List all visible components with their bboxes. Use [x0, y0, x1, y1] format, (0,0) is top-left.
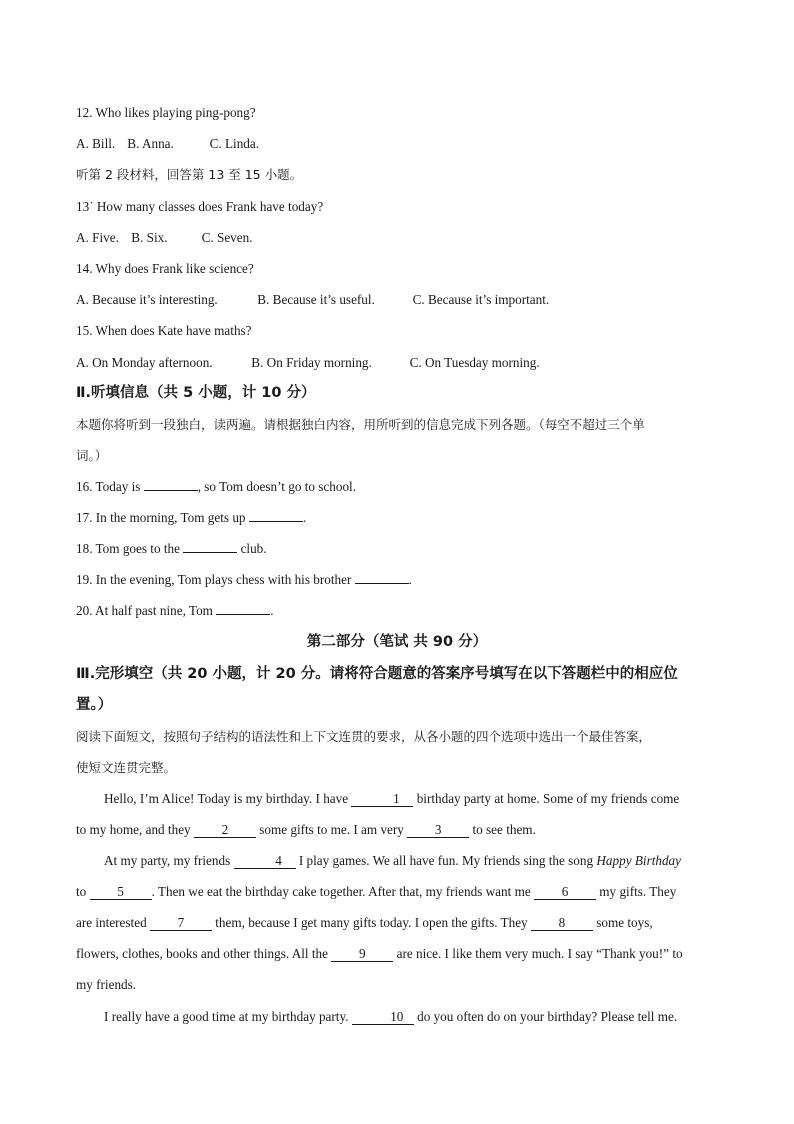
option-a: A. Because it’s interesting. [76, 292, 218, 307]
cloze-blank-5[interactable]: 5 [90, 884, 152, 900]
fill-item-18: 18. Tom goes to the club. [76, 541, 267, 556]
option-c: C. On Tuesday morning. [409, 355, 540, 370]
option-b: B. On Friday morning. [251, 355, 372, 370]
section-2-intro: 听第 2 段材料，回答第 13 至 15 小题。 [76, 167, 303, 182]
cloze-blank-7[interactable]: 7 [150, 915, 212, 931]
answer-blank[interactable] [183, 552, 237, 553]
fill-item-17: 17. In the morning, Tom gets up . [76, 510, 307, 525]
passage-line: At my party, my friends 4 I play games. We all have fun. My friends sing the song Happy Birthday [104, 853, 681, 868]
section-iii-instructions-cont: 使短文连贯完整。 [76, 760, 177, 775]
part-2-title: 第二部分（笔试 共 90 分） [306, 634, 488, 650]
option-c: C. Seven. [201, 230, 253, 245]
option-b: B. Anna. [127, 136, 174, 151]
passage-line: my friends. [76, 977, 137, 992]
option-a: A. On Monday afternoon. [76, 355, 213, 370]
section-iii-heading: Ⅲ.完形填空（共 20 小题，计 20 分。请将符合题意的答案序号填写在以下答题栏中的相应位 [76, 666, 678, 682]
passage-line: to my home, and they 2 some gifts to me. I am very 3 to see them. [76, 822, 536, 837]
section-iii-heading-cont: 置。） [76, 697, 113, 713]
cloze-blank-2[interactable]: 2 [194, 822, 256, 838]
section-ii-instructions: 本题你将听到一段独白，读两遍。请根据独白内容，用所听到的信息完成下列各题。（每空不超过三个单 [76, 417, 645, 432]
passage-line: flowers, clothes, books and other things. All the 9 are nice. I like them very much. I say “Thank you!” to [76, 946, 683, 961]
passage-line: I really have a good time at my birthday party. 10 do you often do on your birthday? Please tell me. [104, 1009, 678, 1024]
question-14: 14. Why does Frank like science? [76, 261, 254, 276]
passage-line: are interested 7 them, because I get many gifts today. I open the gifts. They 8 some toys, [76, 915, 653, 930]
cloze-blank-4[interactable]: 4 [234, 853, 296, 869]
passage-line: to 5 . Then we eat the birthday cake together. After that, my friends want me 6 my gifts. They [76, 884, 677, 899]
question-15-options [76, 354, 718, 372]
question-14-options [76, 291, 718, 309]
option-b: B. Because it’s useful. [257, 292, 375, 307]
cloze-blank-3[interactable]: 3 [407, 822, 469, 838]
option-b: B. Six. [131, 230, 168, 245]
fill-item-16: 16. Today is , so Tom doesn’t go to school. [76, 479, 357, 494]
section-ii-instructions-cont: 词。） [76, 448, 108, 463]
cloze-blank-8[interactable]: 8 [531, 915, 593, 931]
option-c: C. Linda. [209, 136, 260, 151]
answer-blank[interactable] [216, 614, 270, 615]
cloze-blank-6[interactable]: 6 [534, 884, 596, 900]
song-title: Happy Birthday [596, 853, 681, 868]
passage-line: Hello, I’m Alice! Today is my birthday. I have 1 birthday party at home. Some of my friends come [104, 791, 680, 806]
option-a: A. Bill. [76, 136, 116, 151]
cloze-blank-10[interactable]: 10 [352, 1009, 414, 1025]
answer-blank[interactable] [144, 490, 198, 491]
cloze-blank-1[interactable]: 1 [351, 791, 413, 807]
fill-item-20: 20. At half past nine, Tom . [76, 603, 274, 618]
fill-item-19: 19. In the evening, Tom plays chess with his brother . [76, 572, 412, 587]
option-c: C. Because it’s important. [412, 292, 550, 307]
cloze-blank-9[interactable]: 9 [331, 946, 393, 962]
question-13-options [76, 229, 718, 247]
question-12: 12. Who likes playing ping-pong? [76, 105, 256, 120]
answer-blank[interactable] [355, 583, 409, 584]
section-ii-heading: Ⅱ.听填信息（共 5 小题，计 10 分） [76, 385, 316, 401]
question-12-options [76, 135, 718, 153]
question-15: 15. When does Kate have maths? [76, 323, 252, 338]
answer-blank[interactable] [249, 521, 303, 522]
question-13: 13˙ How many classes does Frank have today? [76, 199, 324, 214]
option-a: A. Five. [76, 230, 119, 245]
section-iii-instructions: 阅读下面短文，按照句子结构的语法性和上下文连贯的要求，从各小题的四个选项中选出一个最佳答案， [76, 729, 652, 744]
